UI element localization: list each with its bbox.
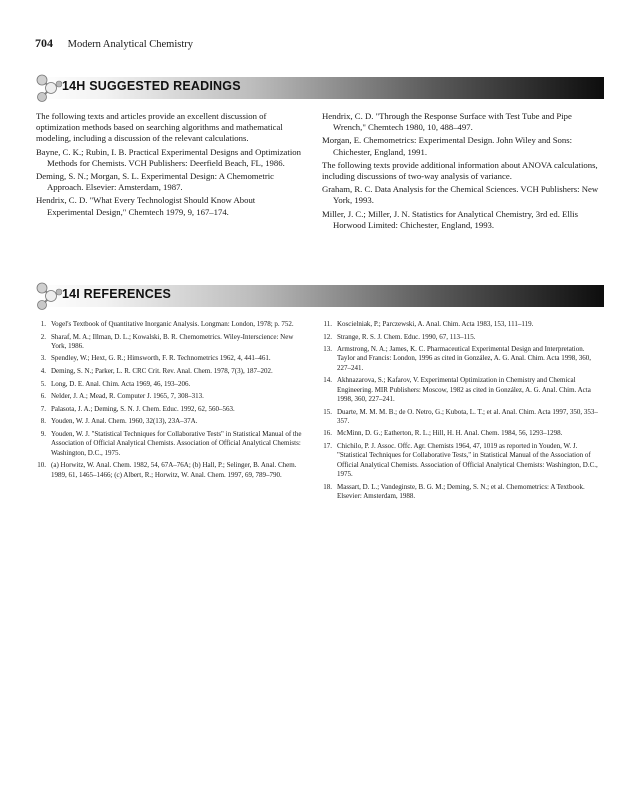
reference-number: 13. bbox=[323, 345, 332, 354]
reference-number: 14. bbox=[323, 376, 332, 385]
reference-text: Akhnazarova, S.; Kafarov, V. Experimental Optimization in Chemistry and Chemical Engineering. MIR Publishers: Moscow, 1982 as cited in González, A. G. Anal. Chim. Acta 1998, 360, 227–241. bbox=[337, 376, 591, 403]
reference-text: Koscielniak, P.; Parczewski, A. Anal. Chim. Acta 1983, 153, 111–119. bbox=[337, 320, 534, 328]
references-header bbox=[36, 285, 604, 307]
reference-number: 17. bbox=[323, 442, 332, 451]
molecule-icon bbox=[34, 71, 62, 105]
reference-number: 7. bbox=[40, 404, 46, 413]
reference-number: 10. bbox=[37, 461, 46, 470]
reference-text: Spendley, W.; Hext, G. R.; Himsworth, F. R. Technometrics 1962, 4, 441–461. bbox=[51, 354, 271, 363]
reference-item bbox=[32, 417, 304, 426]
reading-entry: Bayne, C. K.; Rubin, I. B. Practical Experimental Designs and Optimization Methods for Chemists. VCH Publishers: Deerfield Beach, FL, 1986. bbox=[36, 146, 301, 168]
readings-intro: The following texts provide additional information about ANOVA calculations, including discussions of two-way analysis of variance. bbox=[322, 159, 598, 182]
reference-number: 3. bbox=[40, 354, 46, 363]
reference-text: McMinn, D. G.; Eatherton, R. L.; Hill, H. H. Anal. Chem. 1984, 56, 1293–1298. bbox=[337, 429, 563, 438]
reference-text: Armstrong, N. A.; James, K. C. Pharmaceutical Experimental Design and Interpretation. Taylor and Francis: London, 1996 as cited in González, A. G. Anal. Chim. Acta 1998, 360, 227–241. bbox=[337, 345, 591, 372]
reference-item bbox=[32, 333, 304, 352]
reference-text: Youden, W. J. Anal. Chem. 1960, 32(13), 23A–37A. bbox=[51, 417, 198, 426]
readings-right-column bbox=[322, 111, 604, 233]
reference-number: 16. bbox=[323, 429, 332, 438]
references-left-column bbox=[32, 320, 304, 483]
reference-text: Sharaf, M. A.; Illman, D. L.; Kowalski, B. R. Chemometrics. Wiley-Interscience: New York, 1986. bbox=[51, 332, 294, 350]
readings-left-column bbox=[36, 111, 304, 220]
molecule-icon bbox=[34, 279, 62, 313]
reference-text: Deming, S. N.; Parker, L. R. CRC Crit. Rev. Anal. Chem. 1978, 7(3), 187–202. bbox=[51, 367, 273, 376]
reference-number: 2. bbox=[40, 332, 46, 341]
reference-item bbox=[32, 405, 304, 414]
reading-entry: Morgan, E. Chemometrics: Experimental Design. John Wiley and Sons: Chichester, England, 1991. bbox=[322, 135, 573, 157]
reference-text: (a) Horwitz, W. Anal. Chem. 1982, 54, 67A–76A; (b) Hall, P.; Selinger, B. Anal. Chem. 1989, 61, 1465–1466; (c) Albert, R.; Horwitz, W. Anal. Chem. 1997, 69, 789–790. bbox=[51, 461, 297, 479]
reference-item bbox=[318, 429, 604, 438]
book-title: Modern Analytical Chemistry bbox=[67, 39, 194, 50]
reference-number: 4. bbox=[40, 367, 46, 376]
reference-item bbox=[32, 354, 304, 363]
reference-text: Chichilo, P. J. Assoc. Offc. Agr. Chemists 1964, 47, 1019 as reported in Youden, W. J. "Statistical Techniques for Collaborative Tests," in Statistical Manual of the Association of Official Analytical Chemists. Association of Official Analytical Chemists: Washington, D.C., 1975. bbox=[337, 442, 598, 478]
readings-intro: The following texts and articles provide an excellent discussion of optimization methods based on searching algorithms and mathematical modeling, including a discussion of the relevant calculations. bbox=[36, 111, 283, 144]
reference-item bbox=[318, 333, 604, 342]
running-header bbox=[35, 36, 193, 51]
reference-number: 9. bbox=[40, 430, 46, 439]
reference-text: Long, D. E. Anal. Chim. Acta 1969, 46, 193–206. bbox=[51, 379, 191, 388]
reference-text: Strange, R. S. J. Chem. Educ. 1990, 67, 113–115. bbox=[337, 332, 476, 341]
reference-number: 1. bbox=[40, 320, 46, 328]
reference-item bbox=[318, 483, 604, 502]
reference-number: 12. bbox=[323, 332, 332, 341]
reading-entry: Deming, S. N.; Morgan, S. L. Experimental Design: A Chemometric Approach. Elsevier: Amsterdam, 1987. bbox=[36, 171, 274, 193]
reading-entry: Miller, J. C.; Miller, J. N. Statistics for Analytical Chemistry, 3rd ed. Ellis Horwood Limited: Chichester, England, 1993. bbox=[322, 208, 578, 230]
reference-item bbox=[32, 430, 304, 458]
reference-item bbox=[32, 392, 304, 401]
reference-number: 15. bbox=[323, 407, 332, 416]
reading-entry: Hendrix, C. D. "Through the Response Surface with Test Tube and Pipe Wrench," Chemtech 1980, 10, 488–497. bbox=[322, 111, 572, 133]
reference-item bbox=[318, 345, 604, 373]
section-heading: 14H SUGGESTED READINGS bbox=[62, 79, 241, 93]
reference-item bbox=[318, 376, 604, 404]
page-number: 704 bbox=[35, 36, 53, 50]
reference-item bbox=[32, 367, 304, 376]
reference-number: 11. bbox=[323, 320, 332, 328]
reference-number: 5. bbox=[40, 379, 46, 388]
reference-text: Youden, W. J. "Statistical Techniques for Collaborative Tests" in Statistical Manual of the Association of Official Analytical Chemists. Association of Official Analytical Chemists: Washington, D.C., 1975. bbox=[51, 430, 302, 457]
reading-entry: Hendrix, C. D. "What Every Technologist Should Know About Experimental Design," Chemtech 1979, 9, 167–174. bbox=[36, 195, 256, 217]
reference-text: Palasota, J. A.; Deming, S. N. J. Chem. Educ. 1992, 62, 560–563. bbox=[51, 404, 235, 413]
reference-text: Vogel's Textbook of Quantitative Inorganic Analysis. Longman: London, 1978; p. 752. bbox=[51, 320, 294, 328]
suggested-readings-header bbox=[36, 77, 604, 99]
reading-entry: Graham, R. C. Data Analysis for the Chemical Sciences. VCH Publishers: New York, 1993. bbox=[322, 184, 599, 206]
section-heading: 14I REFERENCES bbox=[62, 287, 172, 301]
reference-item bbox=[318, 320, 604, 329]
reference-text: Nelder, J. A.; Mead, R. Computer J. 1965, 7, 308–313. bbox=[51, 392, 204, 401]
reference-number: 18. bbox=[323, 482, 332, 491]
reference-item bbox=[32, 461, 304, 480]
reference-text: Duarte, M. M. M. B.; de O. Netro, G.; Kubota, L. T.; et al. Anal. Chim. Acta 1997, 350, 353–357. bbox=[337, 407, 598, 425]
reference-item bbox=[32, 380, 304, 389]
references-right-column bbox=[318, 320, 604, 504]
reference-number: 6. bbox=[40, 392, 46, 401]
reference-text: Massart, D. L.; Vandeginste, B. G. M.; Deming, S. N.; et al. Chemometrics: A Textbook. Elsevier: Amsterdam, 1988. bbox=[337, 482, 585, 500]
reference-item bbox=[318, 442, 604, 479]
reference-number: 8. bbox=[40, 417, 46, 426]
reference-item bbox=[318, 408, 604, 427]
reference-item bbox=[32, 320, 304, 329]
